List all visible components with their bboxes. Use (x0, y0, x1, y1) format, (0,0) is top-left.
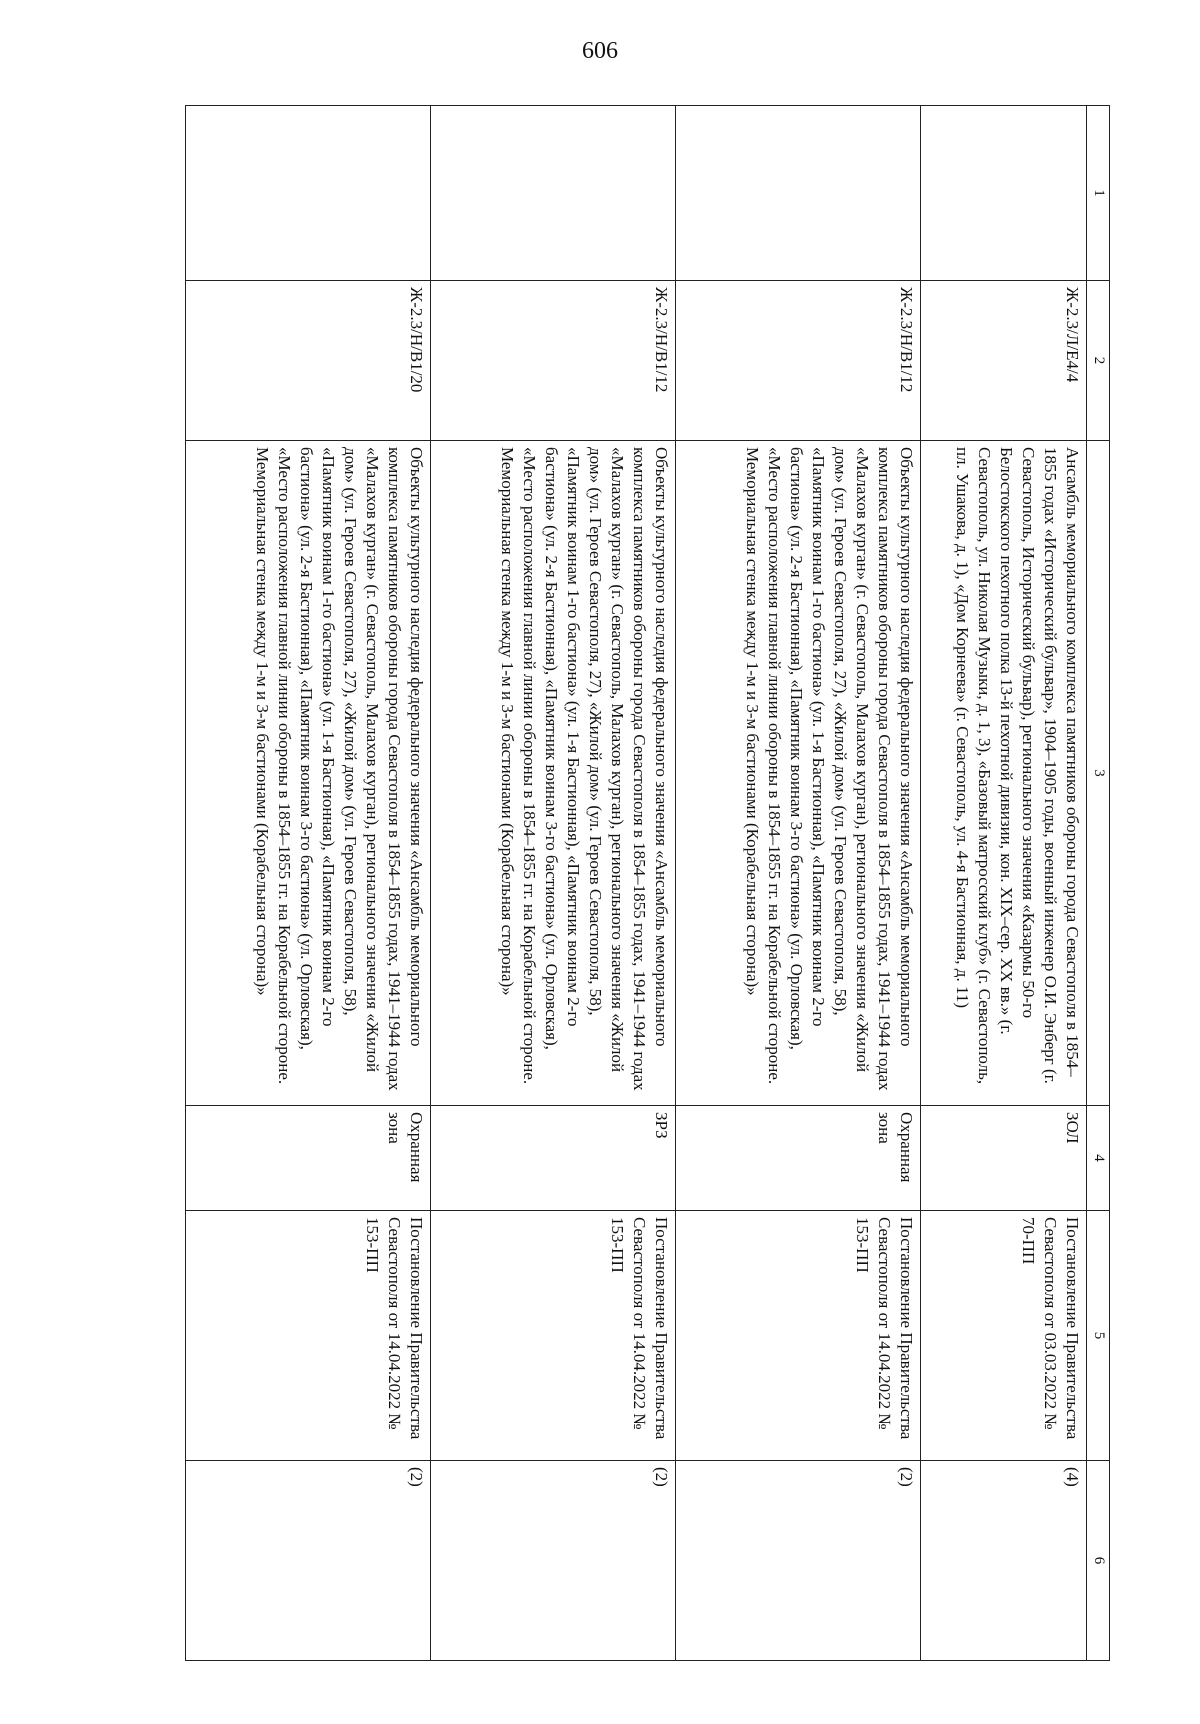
cell-zone-type: ЗОЛ (921, 1106, 1087, 1211)
column-header-1: 1 (1087, 106, 1110, 281)
column-header-2: 2 (1087, 281, 1110, 441)
table-header-row (1087, 106, 1110, 1661)
cell-zone-type: ЗРЗ (431, 1106, 676, 1211)
column-header-5: 5 (1087, 1211, 1110, 1461)
cell-zone-code: Ж-2.3/Л/Е4/4 (921, 281, 1087, 441)
page-number: 606 (582, 38, 618, 64)
cell-note: (4) (921, 1461, 1087, 1661)
cell-col1 (186, 106, 431, 281)
rotated-table-container (185, 105, 1110, 1660)
column-header-6: 6 (1087, 1461, 1110, 1661)
cell-heritage-objects: Объекты культурного наследия федерального значения «Ансамбль мемориального комплекса памятников обороны города Севастополя в 1854–1855 годах, 1941–1944 годах «Малахов курган» (г. Севастополь, Малахов курган), регионального значения «Жилой дом» (ул. Героев Севастополя, 27), «Жилой дом» (ул. Героев Севастополя, 58), «Памятник воинам 1-го бастиона» (ул. 1-я Бастионная), «Памятник воинам 2-го бастиона» (ул. 2-я Бастионная), «Памятник воинам 3-го бастиона» (ул. Орловская), «Место расположения главной линии обороны в 1854–1855 гг. на Корабельной стороне. Мемориальная стенка между 1-м и 3-м бастионами (Корабельная сторона)» (431, 441, 676, 1106)
table-row (431, 106, 676, 1661)
cell-heritage-objects: Объекты культурного наследия федерального значения «Ансамбль мемориального комплекса памятников обороны города Севастополя в 1854–1855 годах, 1941–1944 годах «Малахов курган» (г. Севастополь, Малахов курган), регионального значения «Жилой дом» (ул. Героев Севастополя, 27), «Жилой дом» (ул. Героев Севастополя, 58), «Памятник воинам 1-го бастиона» (ул. 1-я Бастионная), «Памятник воинам 2-го бастиона» (ул. 2-я Бастионная), «Памятник воинам 3-го бастиона» (ул. Орловская), «Место расположения главной линии обороны в 1854–1855 гг. на Корабельной стороне. Мемориальная стенка между 1-м и 3-м бастионами (Корабельная сторона)» (186, 441, 431, 1106)
cell-zone-code: Ж-2.3/Н/В1/20 (186, 281, 431, 441)
cell-note: (2) (186, 1461, 431, 1661)
cell-resolution: Постановление Правительства Севастополя от 03.03.2022 № 70-ПП (921, 1211, 1087, 1461)
cell-heritage-objects: Ансамбль мемориального комплекса памятников обороны города Севастополя в 1854–1855 годах «Исторический бульвар», 1904–1905 годы, военный инженер О.И. Энберг (г. Севастополь, Исторический бульвар), регионального значения «Казармы 50-го Белостокского пехотного полка 13-й пехотной дивизии, кон. XIX–сер. XX вв.» (г. Севастополь, ул. Николая Музыки, д. 1, 3), «Базовый матросский клуб» (г. Севастополь, пл. Ушакова, д. 1), «Дом Корнеева» (г. Севастополь, ул. 4-я Бастионная, д. 11) (921, 441, 1087, 1106)
cell-note: (2) (431, 1461, 676, 1661)
table-row (921, 106, 1087, 1661)
cell-col1 (676, 106, 921, 281)
cell-zone-type: Охранная зона (676, 1106, 921, 1211)
cell-resolution: Постановление Правительства Севастополя от 14.04.2022 № 153-ПП (431, 1211, 676, 1461)
cell-note: (2) (676, 1461, 921, 1661)
cell-resolution: Постановление Правительства Севастополя от 14.04.2022 № 153-ПП (186, 1211, 431, 1461)
table-row (186, 106, 431, 1661)
table-row (676, 106, 921, 1661)
cell-col1 (921, 106, 1087, 281)
cell-zone-type: Охранная зона (186, 1106, 431, 1211)
column-header-4: 4 (1087, 1106, 1110, 1211)
zones-table (185, 105, 1110, 1661)
cell-zone-code: Ж-2.3/Н/В1/12 (676, 281, 921, 441)
cell-col1 (431, 106, 676, 281)
column-header-3: 3 (1087, 441, 1110, 1106)
cell-heritage-objects: Объекты культурного наследия федерального значения «Ансамбль мемориального комплекса памятников обороны города Севастополя в 1854–1855 годах, 1941–1944 годах «Малахов курган» (г. Севастополь, Малахов курган), регионального значения «Жилой дом» (ул. Героев Севастополя, 27), «Жилой дом» (ул. Героев Севастополя, 58), «Памятник воинам 1-го бастиона» (ул. 1-я Бастионная), «Памятник воинам 2-го бастиона» (ул. 2-я Бастионная), «Памятник воинам 3-го бастиона» (ул. Орловская), «Место расположения главной линии обороны в 1854–1855 гг. на Корабельной стороне. Мемориальная стенка между 1-м и 3-м бастионами (Корабельная сторона)» (676, 441, 921, 1106)
cell-resolution: Постановление Правительства Севастополя от 14.04.2022 № 153-ПП (676, 1211, 921, 1461)
cell-zone-code: Ж-2.3/Н/В1/12 (431, 281, 676, 441)
